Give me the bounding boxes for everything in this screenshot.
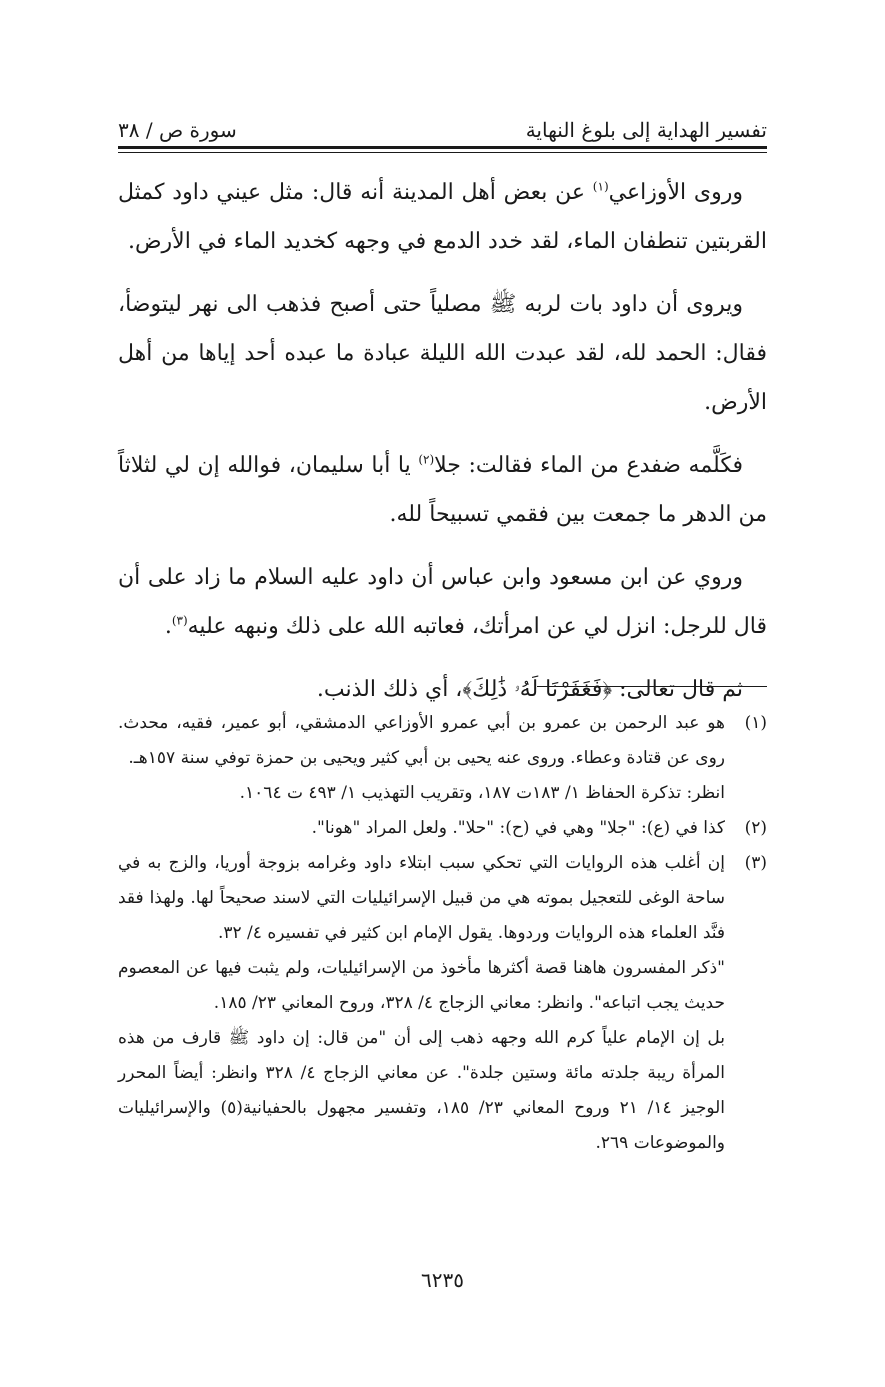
- main-text: [118, 168, 767, 728]
- footnote-3: [118, 846, 767, 1161]
- footnote-2: [118, 811, 767, 846]
- page-number: ٦٢٣٥: [421, 1268, 464, 1292]
- footnote-ref-3: (٣): [171, 613, 188, 628]
- footnote-line: كذا في (ع): "جلا" وهي في (ح): "حلا". ولعل المراد "هونا".: [311, 818, 725, 838]
- footnote-separator: [537, 686, 767, 687]
- paragraph-4: وروي عن ابن مسعود وابن عباس أن داود عليه السلام ما زاد على أن قال للرجل: انزل لي عن امرأتك، فعاتبه الله على ذلك ونبهه عليه$^{(٣)}$.: [118, 565, 767, 639]
- footnote-line: "ذكر المفسرون هاهنا قصة أكثرها مأخوذ من الإسرائيليات، ولم يثبت فيها عن المعصوم حديث يجب اتباعه". وانظر: معاني الزجاج ٤/ ٣٢٨، وروح المعاني ٢٣/ ١٨٥.: [118, 958, 725, 1013]
- footnote-line: بل إن الإمام علياً كرم الله وجهه ذهب إلى أن "من قال: إن داود ﷺ قارف من هذه المرأة ريبة جلدته مائة وستين جلدة". عن معاني الزجاج ٤/ ٣٢٨ وانظر: أيضاً المحرر الوجيز ١٤/ ٢١ وروح المعاني ٢٣/ ١٨٥، وتفسير مجهول بالحفيانية(٥) والإسرائيليات والموضوعات ٢٦٩.: [118, 1028, 726, 1153]
- paragraph-5: ثم قال تعالى: ﴿فَغَفَرْنَا لَهُۥ ذَٰلِكَ﴾، أي ذلك الذنب.: [316, 677, 743, 702]
- footnote-line: إن أغلب هذه الروايات التي تحكي سبب ابتلاء داود وغرامه بزوجة أوريا، والزج به في ساحة الوغى للتعجيل بموته هي من قبيل الإسرائيليات التي لاسند صحيحاً لها. ولهذا فقد فنَّد العلماء هذه الروايات وردوها. يقول الإمام ابن كثير في تفسيره ٤/ ٣٢.: [118, 853, 725, 943]
- footnote-line: انظر: تذكرة الحفاظ ١/ ١٨٣ت ١٨٧، وتقريب التهذيب ١/ ٤٩٣ ت ١٠٦٤.: [239, 783, 725, 803]
- footnote-ref-2: (٢): [418, 452, 435, 467]
- header-rule-thin: [118, 152, 767, 153]
- footnote-1: [118, 706, 767, 811]
- surah-page-label: سورة ص / ٣٨: [118, 118, 237, 142]
- footnotes: [118, 706, 767, 1161]
- footnote-number: (١): [744, 713, 767, 733]
- footnote-number: (٣): [744, 853, 767, 873]
- footnote-number: (٢): [744, 818, 767, 838]
- paragraph-2: ويروى أن داود بات لربه ﷺ مصلياً حتى أصبح فذهب الى نهر ليتوضأ، فقال: الحمد لله، لقد عبدت الله الليلة عبادة ما عبده أحد إياها من أهل الأرض.: [118, 292, 767, 415]
- header-rule-thick: [118, 146, 767, 149]
- paragraph-3: فكَلَّمه ضفدع من الماء فقالت: جلا$^{(٢)}$ يا أبا سليمان، فوالله إن لي لثلاثاً من الدهر ما جمعت بين فقمي تسبيحاً لله.: [118, 452, 767, 527]
- footnote-ref-1: (١): [592, 179, 609, 194]
- footnote-line: هو عبد الرحمن بن عمرو بن أبي عمرو الأوزاعي الدمشقي، أبو عمير، فقيه، محدث. روى عن قتادة وعطاء. وروى عنه يحيى بن أبي كثير ويحيى بن حمزة توفي سنة ١٥٧هـ.: [118, 713, 725, 768]
- book-title: تفسير الهداية إلى بلوغ النهاية: [525, 118, 767, 142]
- paragraph-1: وروى الأوزاعي$^{(١)}$ عن بعض أهل المدينة أنه قال: مثل عيني داود كمثل القربتين تنطفان الماء، لقد خدد الدمع في وجهه كخديد الماء في الأرض.: [118, 179, 767, 254]
- page-header: [118, 110, 767, 142]
